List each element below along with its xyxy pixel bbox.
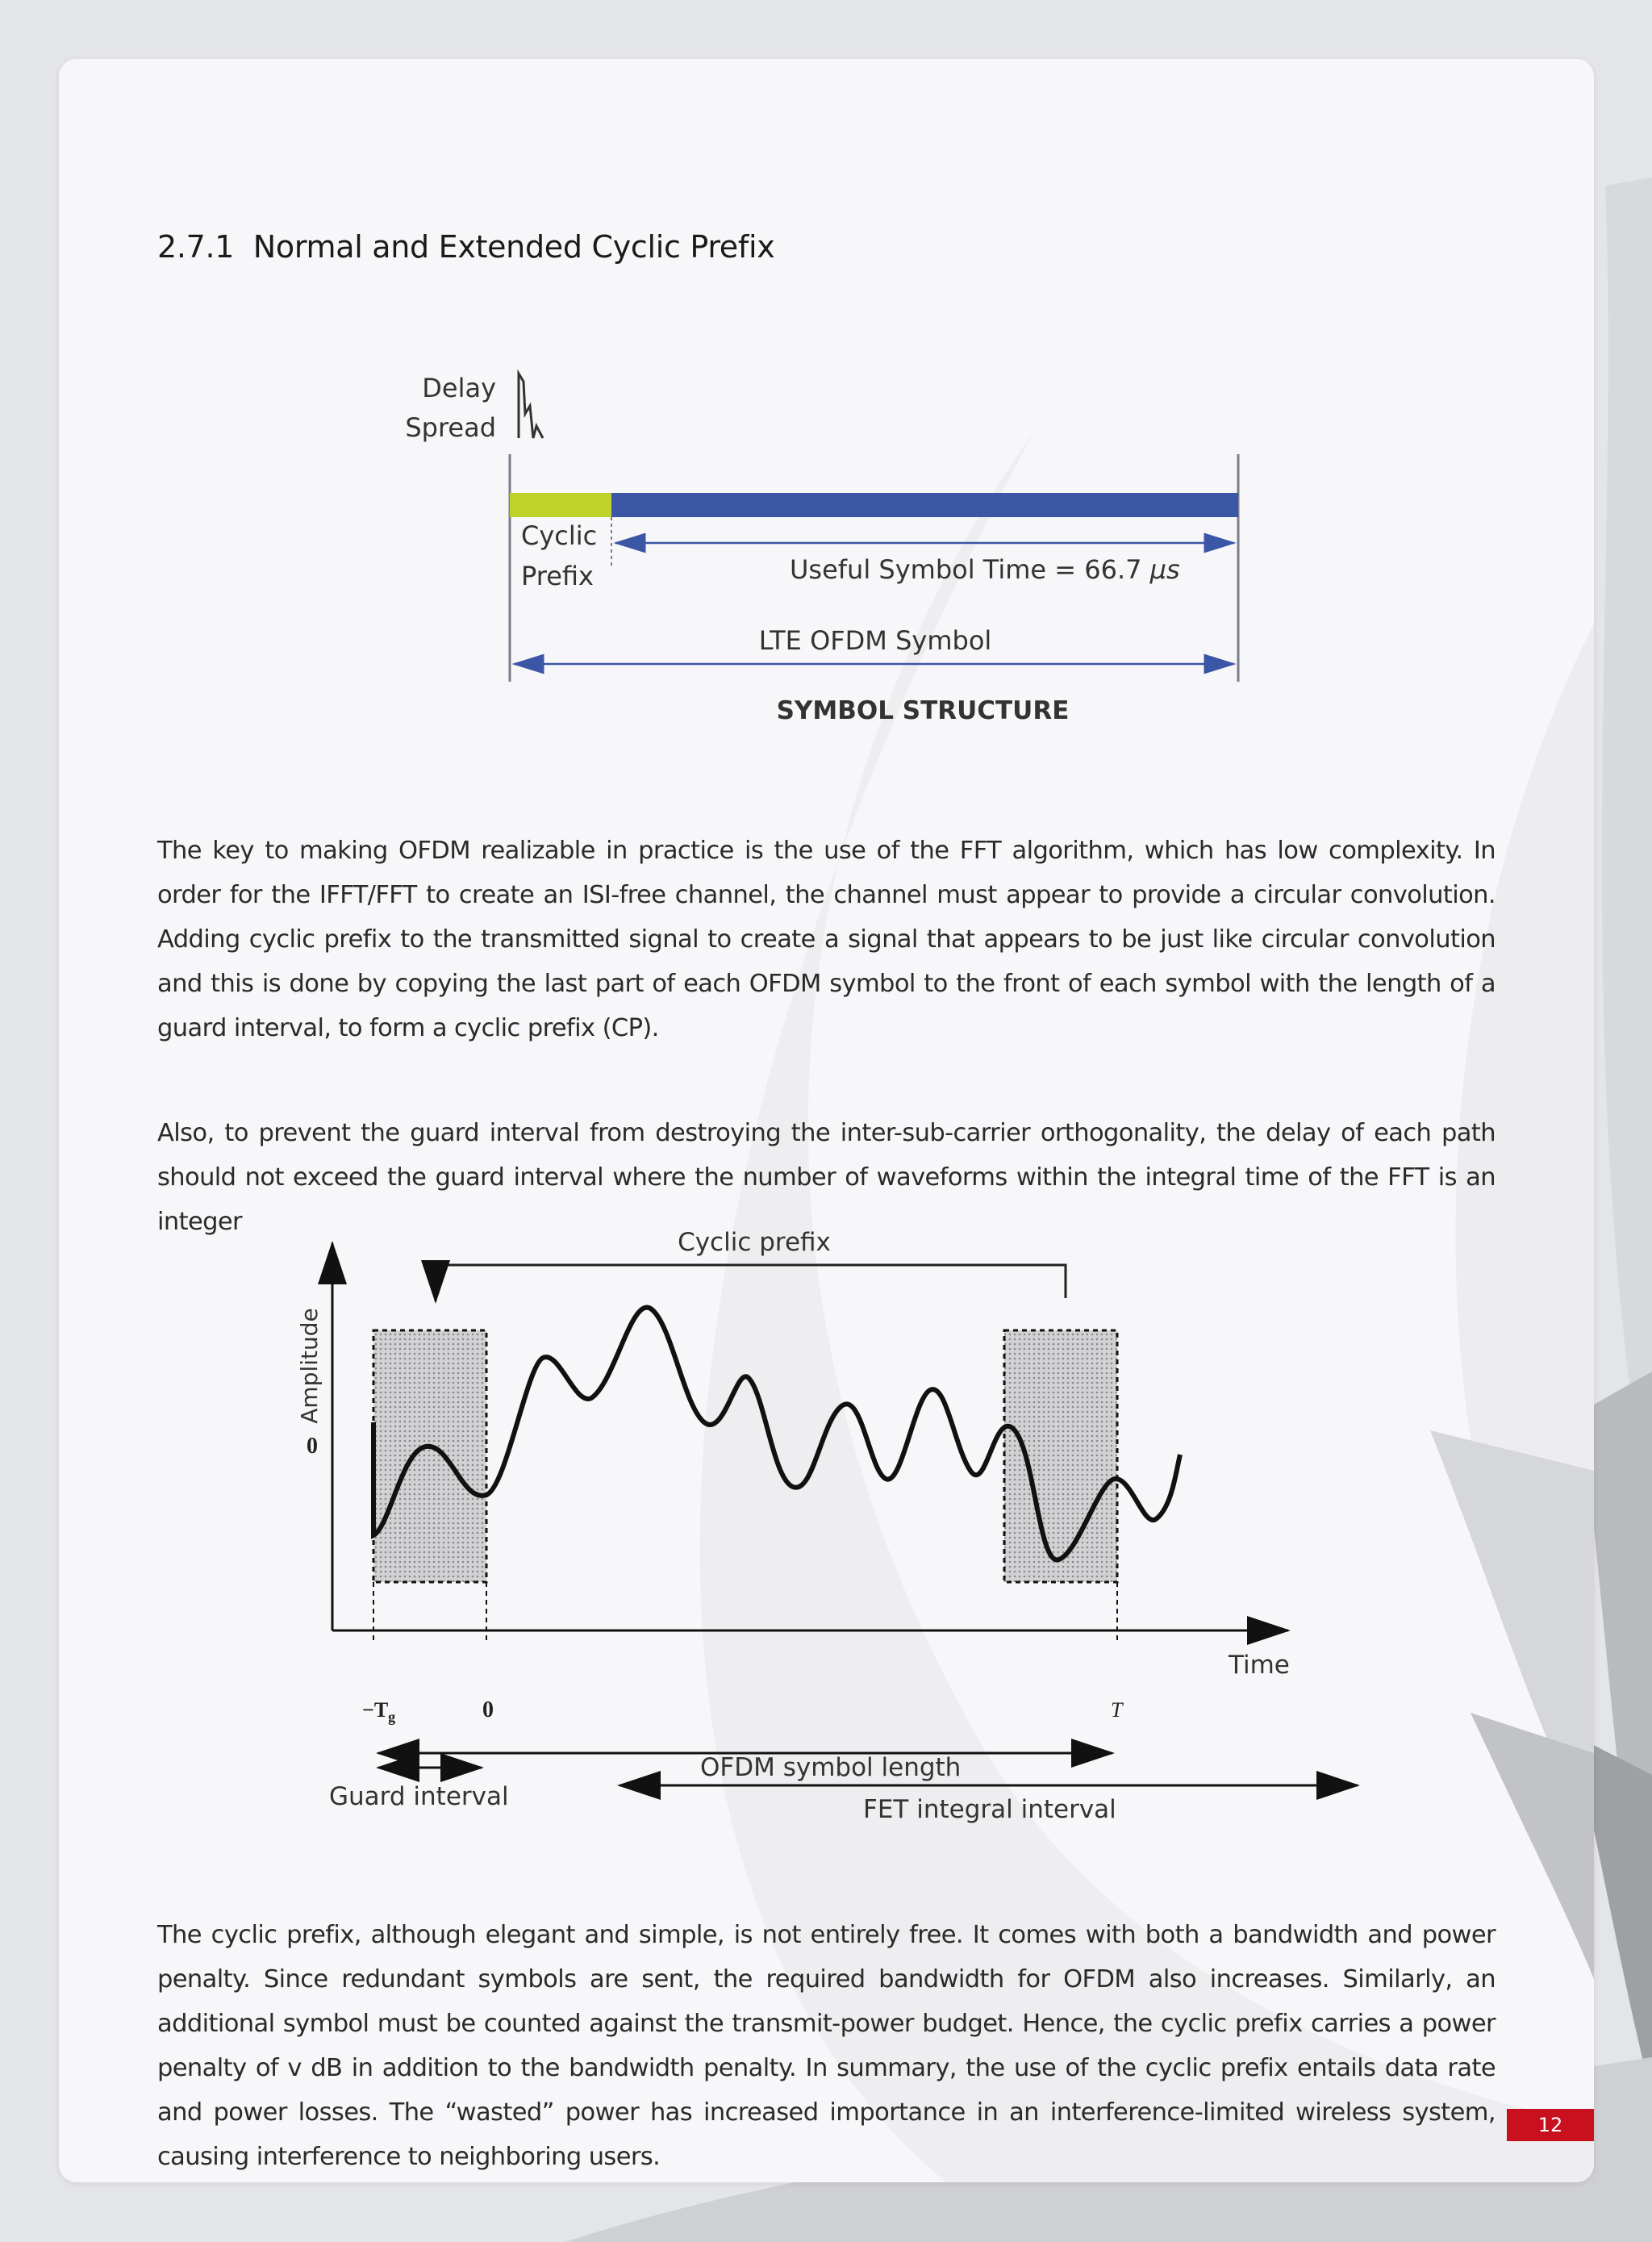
cyclic-prefix-waveform-figure bbox=[59, 59, 1594, 1914]
symbol-tail-region bbox=[1004, 1330, 1117, 1582]
page-number-badge: 12 bbox=[1507, 2109, 1594, 2141]
time-axis-label: Time bbox=[1229, 1651, 1290, 1680]
lte-ofdm-symbol-label: LTE OFDM Symbol bbox=[758, 625, 992, 656]
document-page bbox=[59, 59, 1594, 2182]
paragraph-3: The cyclic prefix, although elegant and simple, is not entirely free. It comes with both a bandwidth and power penalty. Since redundant symbols are sent, the required bandwidth for OFDM also increases. Similarly, an additional symbol must be counted against the transmit-power budget. Hence, the cyclic prefix carries a power penalty of v dB in addition to the bandwidth penalty. In summary, the use of the cyclic prefix entails data rate and power losses. The “wasted” power has increased importance in an interference-limited wireless system, causing interference to neighboring users. bbox=[157, 1921, 1496, 2171]
guard-interval-label: Guard interval bbox=[329, 1782, 509, 1811]
time-ticks bbox=[362, 1697, 1124, 1725]
delay-spread-label-2: Spread bbox=[405, 412, 496, 443]
paragraph-2: Also, to prevent the guard interval from destroying the inter-sub-carrier orthogonality, the delay of each path should not exceed the guard interval where the number of waveforms within the integral time of the FFT is an integer bbox=[157, 1119, 1496, 1236]
cyclic-prefix-label: Cyclic prefix bbox=[678, 1228, 831, 1257]
tick-zero: 0 bbox=[482, 1697, 494, 1722]
amplitude-axis-group bbox=[296, 1243, 332, 1630]
figure1-caption: SYMBOL STRUCTURE bbox=[776, 696, 1070, 725]
ofdm-symbol-length-label: OFDM symbol length bbox=[700, 1753, 962, 1782]
tick-t: T bbox=[1111, 1698, 1123, 1722]
section-title: Normal and Extended Cyclic Prefix bbox=[252, 229, 775, 265]
cyclic-prefix-label-2: Prefix bbox=[521, 561, 594, 591]
cyclic-prefix-label-1: Cyclic bbox=[521, 520, 598, 551]
amplitude-zero-label: 0 bbox=[307, 1434, 318, 1459]
guard-interval-region bbox=[373, 1330, 486, 1582]
section-number: 2.7.1 bbox=[157, 229, 235, 265]
tick-neg-tg: $-T_g$ bbox=[362, 1698, 396, 1725]
cyclic-prefix-bracket bbox=[436, 1265, 1066, 1301]
delay-spread-label-1: Delay bbox=[422, 373, 496, 403]
paragraph-1: The key to making OFDM realizable in practice is the use of the FFT algorithm, which has low complexity. In order for the IFFT/FFT to create an ISI-free channel, the channel must appear to provide a circular convolution. Adding cyclic prefix to the transmitted signal to create a signal that appears to be just like circular convolution and this is done by copying the last part of each OFDM symbol to the front of each symbol with the length of a guard interval, to form a cyclic prefix (CP). bbox=[157, 837, 1496, 1042]
useful-symbol-time-label: Useful Symbol Time = 66.7 μs bbox=[790, 554, 1180, 585]
amplitude-axis-label: Amplitude bbox=[296, 1308, 323, 1424]
fft-integral-interval-label: FET integral interval bbox=[863, 1795, 1116, 1824]
